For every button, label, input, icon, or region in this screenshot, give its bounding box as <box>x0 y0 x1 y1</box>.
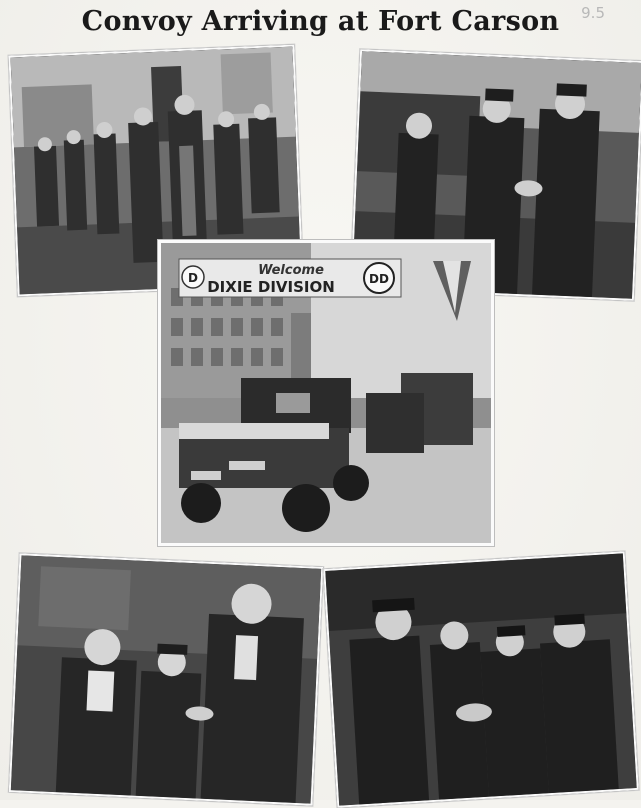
badge-right-text: DD <box>369 272 389 286</box>
photo-civilians-greeting <box>9 553 324 806</box>
pencil-mark: 9.5 <box>581 4 605 22</box>
banner-division-text: DIXIE DIVISION <box>207 278 335 296</box>
page-title: Convoy Arriving at Fort Carson <box>81 6 560 37</box>
photo-convoy-welcome-banner <box>158 240 494 546</box>
photo-officer-greeting-soldiers <box>323 551 639 807</box>
badge-left-text: D <box>188 271 198 285</box>
photo-convoy-welcome-banner-image <box>161 243 491 543</box>
banner-welcome-text: Welcome <box>258 263 324 278</box>
photo-officer-greeting-soldiers-image <box>325 553 636 805</box>
photo-civilians-greeting-image <box>11 555 321 803</box>
